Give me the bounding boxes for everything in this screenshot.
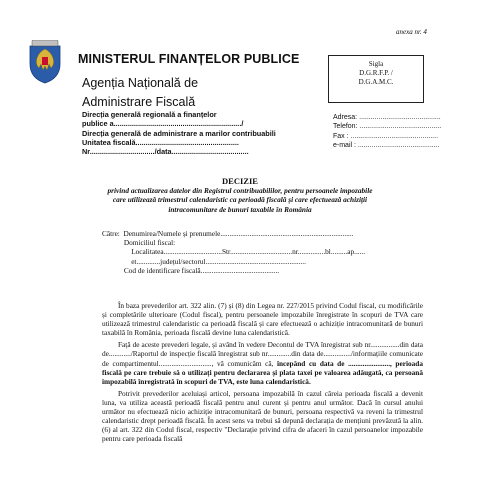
issuer-field-line: publice a.............................................................../ [82,119,244,129]
agency-name-line-1: Agenția Națională de [82,76,199,90]
issuer-fields [82,110,276,156]
contact-fields [333,113,441,150]
subtitle-line: care utilizează trimestrul calendaristic ca perioadă fiscală și care efectuează achiziții [112,195,368,205]
decision-body [102,301,423,446]
ministry-name: MINISTERUL FINANȚELOR PUBLICE [78,52,300,66]
agency-name [82,74,198,112]
sigla-label: Sigla [368,60,384,68]
romania-coat-of-arms-icon [27,40,63,84]
addressee-county: et.............județul/sectorul....................................................... [102,256,306,266]
sigla-line-2: D.G.A.M.C. [358,78,394,86]
sigla-line-1: D.G.R.F.P. / [359,69,393,77]
document-subtitle [60,186,420,214]
body-paragraph-2-bold: începând cu data de ......................., perioada fiscală pe care trebuie să o utilizați pentru declararea și plata taxei pe valoarea adăugată, ca persoană impozabilă înregistrată în scopuri de TVA, este luna calendaristică. [102,358,423,386]
addressee-fiscal-domicile: Domiciliul fiscal: [102,238,176,248]
body-paragraph-2-text: Față de aceste prevederi legale, și având în vedere Decontul de TVA înregistrat sub nr................din data de............/Raportul de inspecție fiscală înregistrat sub nr.............din data de.............../informațiile comunicate de compartimentul............................., vă comunicăm că, [102,340,423,368]
issuer-field-line: Unitatea fiscală................................................... [82,137,239,147]
document-title: DECIZIE [222,176,258,186]
annex-number: anexa nr. 4 [396,28,427,36]
addressee-name: Către: Denumirea/Numele și prenumele......................................................................... [102,229,354,238]
subtitle-line: privind actualizarea datelor din Registrul contribuabililor, pentru persoanele impozabile [107,186,373,195]
contact-fax: Fax : ............................................. [333,132,439,140]
issuer-field-line: Direcția generală de administrare a marilor contribuabili [82,128,276,138]
body-paragraph-1: În baza prevederilor art. 322 alin. (7) și (8) din Legea nr. 227/2015 privind Codul fiscal, cu modificările și completările ulterioare (Codul fiscal), pentru persoanele impozabile înregistrate în scopuri de TVA care utilizează trimestrul calendaristic ca perioadă fiscală și care efectuează o achiziție intracomunitară de bunuri taxabilă în România, perioada fiscală devine luna calendaristică. [102,301,423,338]
issuer-field-line: Direcția generală regională a finanțelor [82,110,217,119]
sigla-box [328,55,424,103]
addressee-locality: Localitatea................................Str..................................nr...............bl.........ap...... [102,247,366,257]
issuer-field-line: Nr................................/data...................................... [82,147,249,157]
contact-phone: Telefon: .......................................... [333,123,442,131]
body-paragraph-3: Potrivit prevederilor aceluiași articol, persoana impozabilă în cazul căreia perioada fiscală a devenit luna, va utiliza această perioadă fiscală pentru anul curent și pentru anul următor. Dacă în cursul anului următor nu efectuează nicio achiziție intracomunitară de bunuri, persoana respectivă va reveni la trimestrul calendaristic drept perioadă fiscală. În acest sens va trebui să depună declarația de mențiuni prevăzută la alin. (6) al art. 322 din Codul fiscal, respectiv "Declarație privind cifra de afaceri în cazul persoanelor impozabile pentru care perioada fiscală [102,388,423,444]
addressee-cif: Cod de identificare fiscală........................................... [102,265,280,275]
body-paragraph-2 [102,340,423,385]
addressee-block [102,229,365,275]
subtitle-line: intracomunitare de bunuri taxabile în România [168,204,312,214]
contact-address: Adresa: .......................................... [333,114,441,121]
agency-name-line-2: Administrare Fiscală [82,95,196,109]
contact-email: e-mail : .......................................... [333,141,440,149]
